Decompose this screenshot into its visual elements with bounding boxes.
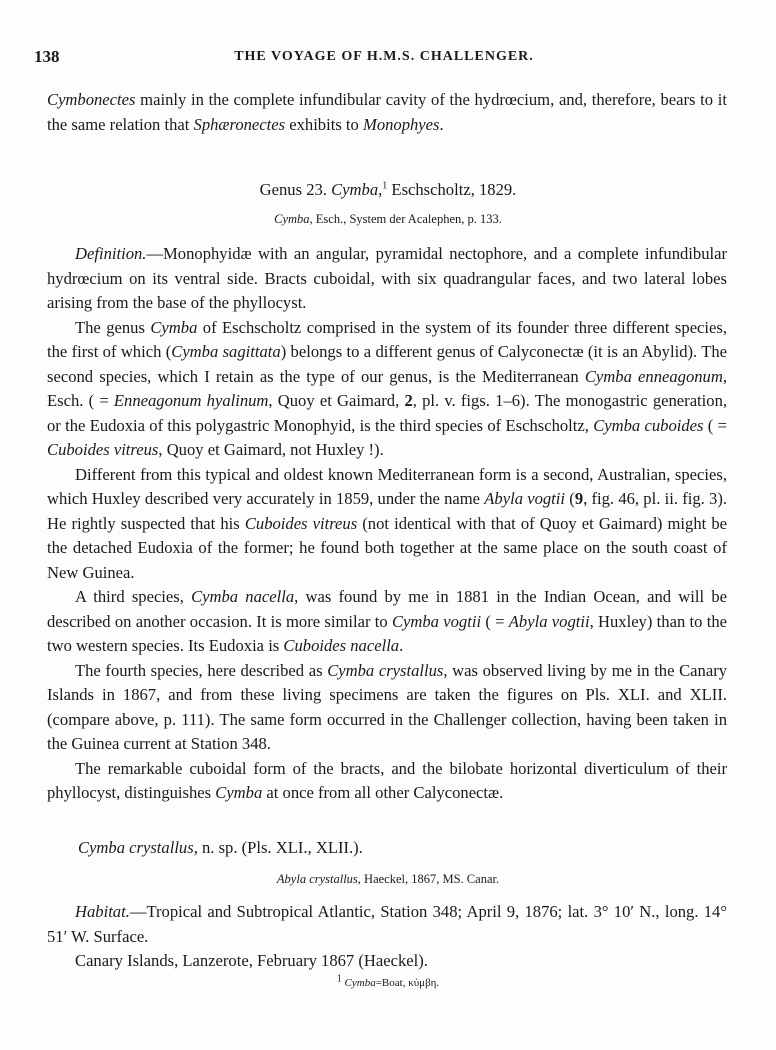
text-run: .: [439, 114, 444, 134]
footnote: [0, 973, 776, 989]
text-run: of Eschscholtz comprised in the system of its founder three different species, the first of which (: [47, 317, 728, 361]
body-paragraph: [47, 757, 727, 806]
text-run: exhibits to: [285, 114, 363, 134]
reference-number: 2: [404, 391, 413, 410]
body-paragraph: [47, 463, 727, 586]
text-run: Different from this typical and oldest known Mediterranean form is a second, Australian, species, which Huxley described very accurately in 1859, under the name: [47, 464, 727, 508]
taxon-name: Cymba enneagonum: [584, 366, 723, 386]
footnote-term: Cymba: [344, 977, 376, 989]
text-run: , was found by me in 1881 in the Indian Ocean, and will be described on another occasion. It is more similar to: [47, 587, 727, 631]
habitat-label: Habitat.: [75, 902, 130, 921]
taxon-name: Cuboides vitreus: [244, 513, 358, 533]
text-run: .: [399, 636, 404, 655]
taxon-name: Cymba nacella: [191, 587, 295, 606]
genus-heading: [0, 180, 776, 200]
text-run: A third species,: [75, 587, 192, 606]
definition-label: Definition.: [75, 244, 147, 263]
taxon-name: Abyla vogtii: [484, 489, 566, 508]
definition-paragraph: [47, 242, 727, 316]
footnote-marker: 1: [382, 180, 388, 192]
footnote-text: =Boat, κύμβη.: [375, 977, 440, 989]
text-run: , Quoy et Gaimard,: [268, 391, 405, 410]
text-run: The fourth species, here described as: [75, 660, 328, 680]
text-run: (not identical with that of Quoy et Gaimard) might be the detached Eudoxia of the former; he found both together at the same place on the south coast of New Guinea.: [47, 513, 727, 582]
body-paragraph: [47, 585, 727, 659]
text-run: ( =: [703, 415, 727, 435]
text-run: , Huxley) than to the two western species. Its Eudoxia is: [47, 611, 727, 655]
body-paragraph: [47, 659, 727, 757]
reference-number: 9: [574, 489, 584, 508]
species-plates: , n. sp. (Pls. XLI., XLII.).: [193, 838, 363, 857]
text-run: , Esch. ( =: [47, 366, 727, 410]
text-run: The genus: [75, 317, 151, 337]
taxon-name: Cymba: [215, 783, 263, 802]
taxon-name: Cymba crystallus: [327, 660, 444, 680]
taxon-name: Enneagonum hyalinum: [113, 391, 269, 410]
taxon-name: Cymbonectes: [47, 90, 136, 109]
text-run: , Quoy et Gaimard, not Huxley !).: [158, 440, 384, 459]
taxon-name: Monophyes: [363, 114, 440, 134]
taxon-name: Cymba sagittata: [171, 342, 281, 361]
habitat-section: [47, 900, 727, 974]
species-synonym: [0, 872, 776, 887]
synonym-reference: , Haeckel, 1867, MS. Canar.: [357, 872, 500, 886]
text-run: (: [565, 489, 575, 508]
main-body: [47, 242, 727, 806]
species-heading: [78, 838, 363, 858]
synonym-reference: , Esch., System der Acalephen, p. 133.: [309, 212, 502, 226]
synonym-name: Abyla crystallus: [276, 872, 358, 886]
text-run: , fig. 46, pl. ii. fig. 3). He rightly suspected that his: [47, 489, 728, 533]
text-run: The remarkable cuboidal form of the bracts, and the bilobate horizontal diverticulum of their phyllocyst, distinguishes: [47, 758, 727, 802]
text-run: at once from all other Calyconectæ.: [262, 783, 504, 802]
taxon-name: Abyla vogtii: [508, 611, 590, 631]
intro-paragraph: [47, 88, 727, 137]
habitat-locality: Canary Islands, Lanzerote, February 1867 (Haeckel).: [75, 951, 428, 970]
definition-text: —Monophyidæ with an angular, pyramidal nectophore, and a complete infundibular hydrœcium on its ventral side. Bracts cuboidal, with six quadrangular faces, and two lateral lobes arising from the base of the phyllocyst.: [47, 244, 727, 312]
genus-synonym: [0, 212, 776, 227]
taxon-name: Cymba vogtii: [391, 611, 482, 631]
genus-name: Cymba,: [331, 180, 383, 199]
text-run: , was observed living by me in the Canary Islands in 1867, and from these living specimens are taken the figures on Pls. XLI. and XLII. (compare above, p. 111). The same form occurred in the Challenger collection, having been taken in the Guinea current at Station 348.: [47, 660, 728, 753]
page-header: [34, 47, 734, 71]
genus-author: Eschscholtz, 1829.: [387, 180, 517, 199]
text-run: ( =: [481, 611, 509, 631]
habitat-paragraph: [47, 900, 727, 949]
genus-number: Genus 23.: [259, 180, 332, 199]
habitat-text: —Tropical and Subtropical Atlantic, Station 348; April 9, 1876; lat. 3° 10′ N., long. 14° 51′ W. Surface.: [47, 902, 727, 946]
text-run: , pl. v. figs. 1–6). The monogastric generation, or the Eudoxia of this polygastric Monophyid, is the third species of Eschscholtz,: [47, 391, 728, 435]
taxon-name: Cuboides vitreus: [47, 440, 159, 459]
synonym-name: Cymba: [274, 212, 310, 226]
taxon-name: Cymba cuboides: [593, 415, 704, 435]
running-head: THE VOYAGE OF H.M.S. CHALLENGER.: [234, 49, 534, 64]
text-run: mainly in the complete infundibular cavity of the hydrœcium, and, therefore, bears to it the same relation that: [47, 90, 727, 134]
body-paragraph: [47, 316, 727, 463]
species-name: Cymba crystallus: [78, 838, 194, 857]
text-run: ) belongs to a different genus of Calyconectæ (it is an Abylid). The second species, which I retain as the type of our genus, is the Mediterranean: [47, 342, 728, 386]
footnote-marker: 1: [336, 973, 342, 985]
taxon-name: Cymba: [150, 317, 198, 337]
taxon-name: Cuboides nacella: [283, 636, 400, 655]
page-number: 138: [34, 47, 60, 66]
taxon-name: Sphæronectes: [193, 114, 286, 134]
